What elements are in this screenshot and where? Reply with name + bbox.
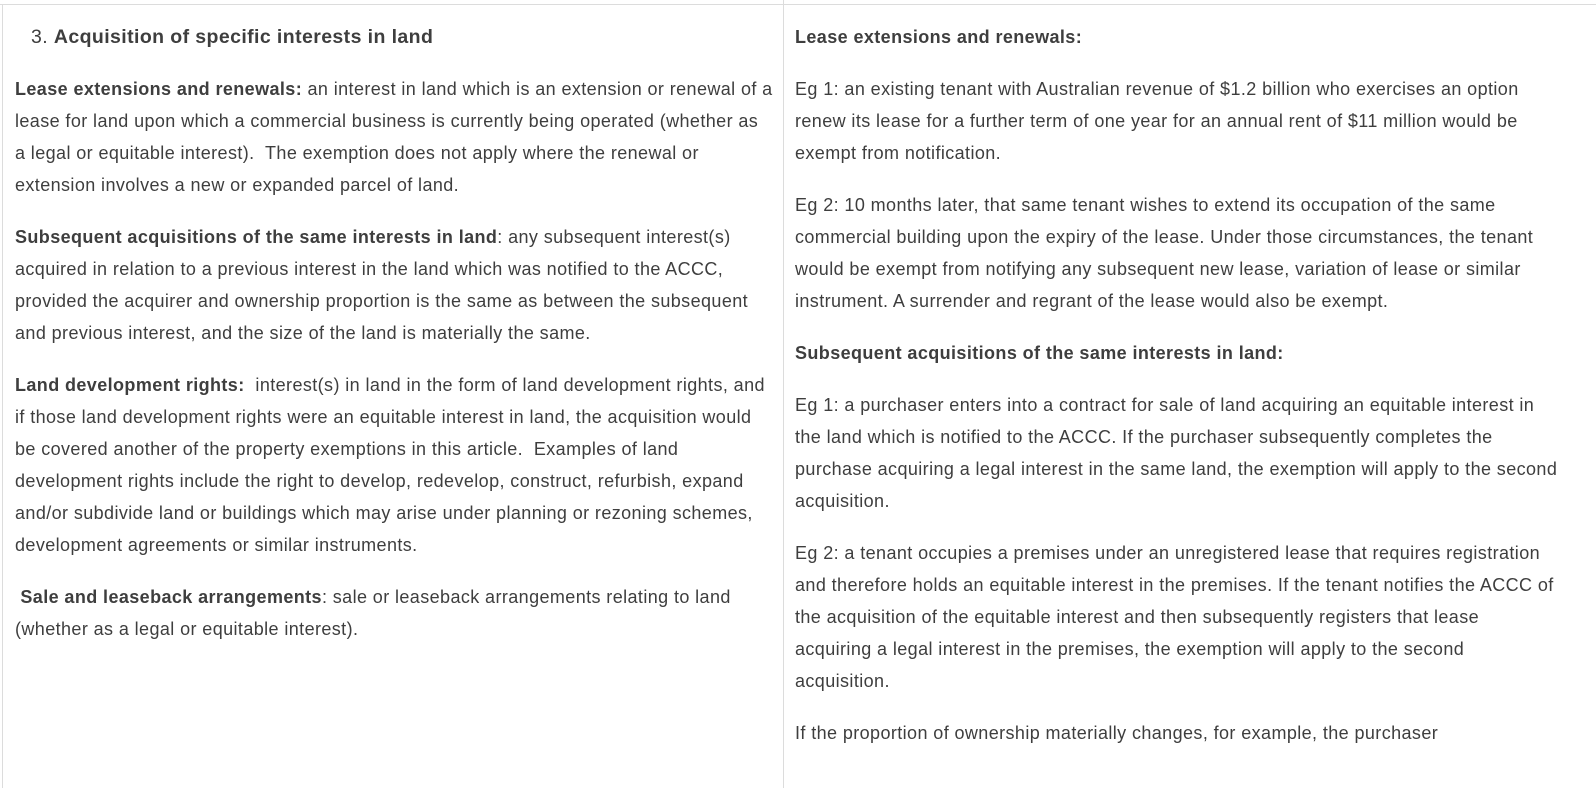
- definition-paragraph: [15, 221, 773, 349]
- definition-paragraph: [15, 369, 773, 561]
- examples-heading: Subsequent acquisitions of the same interests in land:: [795, 343, 1284, 363]
- examples-heading: Lease extensions and renewals:: [795, 27, 1083, 47]
- section-title: Acquisition of specific interests in land: [53, 26, 434, 48]
- example-paragraph: Eg 2: 10 months later, that same tenant wishes to extend its occupation of the same commercial building upon the expiry of the lease. Under those circumstances, the tenant would be exempt from notifying any subsequent new lease, variation of lease or similar instrument. A surrender and regrant of the lease would also be exempt.: [795, 195, 1539, 311]
- section-heading: [15, 21, 773, 54]
- right-cell: [784, 5, 1572, 769]
- definition-body: : any subsequent interest(s) acquired in relation to a previous interest in the land which was notified to the ACCC, provided the acquirer and ownership proportion is the same as between the subsequent and previous interest, and the size of the land is materially the same.: [15, 227, 754, 343]
- definition-term: Lease extensions and renewals:: [15, 79, 303, 99]
- definition-body: an interest in land which is an extension or renewal of a lease for land upon which a commercial business is currently being operated (whether as a legal or equitable interest). The exemption does not apply where the renewal or extension involves a new or expanded parcel of land.: [15, 79, 778, 195]
- definition-term: Subsequent acquisitions of the same interests in land: [15, 227, 498, 247]
- left-cell: [3, 5, 783, 665]
- example-paragraph: If the proportion of ownership materially changes, for example, the purchaser: [795, 723, 1439, 743]
- definition-paragraph: [15, 581, 773, 645]
- section-number: 3.: [31, 26, 54, 48]
- definition-term: Sale and leaseback arrangements: [15, 587, 322, 607]
- definition-body: : sale or leaseback arrangements relating to land (whether as a legal or equitable interest).: [15, 587, 737, 639]
- definition-body: interest(s) in land in the form of land development rights, and if those land development rights were an equitable interest in land, the acquisition would be covered another of the property exemptions in this article. Examples of land development rights include the right to develop, redevelop, construct, refurbish, expand and/or subdivide land or buildings which may arise under planning or rezoning schemes, development agreements or similar instruments.: [15, 375, 771, 555]
- definition-term: Land development rights:: [15, 375, 245, 395]
- example-paragraph: Eg 2: a tenant occupies a premises under an unregistered lease that requires registration and therefore holds an equitable interest in the premises. If the tenant notifies the ACCC of the acquisition of the equitable interest and then subsequently registers that lease acquiring a legal interest in the premises, the exemption will apply to the second acquisition.: [795, 543, 1560, 691]
- example-paragraph: Eg 1: a purchaser enters into a contract for sale of land acquiring an equitable interest in the land which is notified to the ACCC. If the purchaser subsequently completes the purchase acquiring a legal interest in the same land, the exemption will apply to the second acquisition.: [795, 395, 1563, 511]
- definition-paragraph: [15, 73, 778, 201]
- example-paragraph: Eg 1: an existing tenant with Australian revenue of $1.2 billion who exercises an option renew its lease for a further term of one year for an annual rent of $11 million would be exempt from notification.: [795, 79, 1525, 163]
